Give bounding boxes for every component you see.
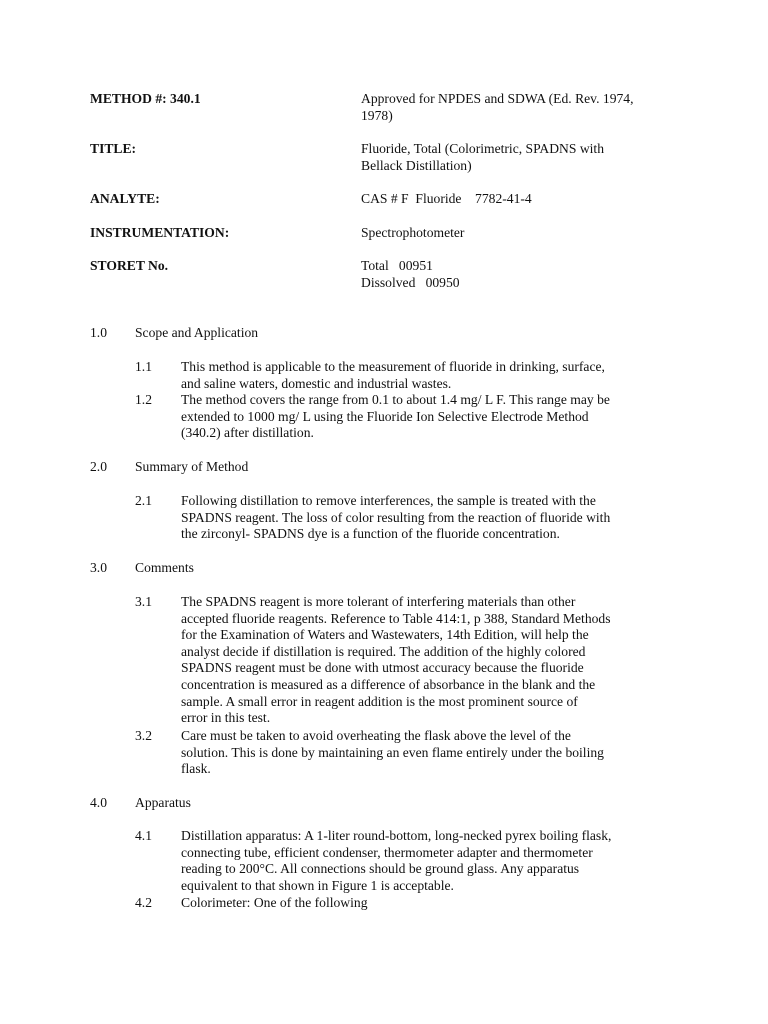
- item-line: and saline waters, domestic and industrial wastes.: [181, 375, 452, 391]
- item-line: error in this test.: [181, 710, 271, 726]
- section-number: 2.0: [90, 459, 107, 474]
- item-line: SPADNS reagent. The loss of color resulting from the reaction of fluoride with: [181, 509, 611, 525]
- analyte-label: ANALYTE:: [90, 191, 160, 206]
- item-text: [181, 828, 681, 894]
- storet-value-line: Dissolved 00950: [361, 274, 460, 290]
- section-number: 3.0: [90, 560, 107, 575]
- item-number: 1.2: [135, 392, 152, 407]
- instrumentation-value-line: Spectrophotometer: [361, 225, 465, 240]
- section-number: 4.0: [90, 795, 107, 810]
- item-number: 4.2: [135, 895, 152, 910]
- method-value-line: 1978): [361, 107, 393, 123]
- section-title: Apparatus: [135, 795, 191, 810]
- item-line: Distillation apparatus: A 1-liter round-bottom, long-necked pyrex boiling flask,: [181, 828, 612, 843]
- title-value: [361, 141, 681, 174]
- method-value: [361, 91, 681, 124]
- item-text: [181, 728, 681, 778]
- method-value-line: Approved for NPDES and SDWA (Ed. Rev. 1974,: [361, 91, 634, 106]
- item-line: the zirconyl- SPADNS dye is a function of the fluoride concentration.: [181, 526, 560, 542]
- section-title: Scope and Application: [135, 325, 259, 340]
- section-number: 1.0: [90, 325, 107, 340]
- item-line: reading to 200°C. All connections should be ground glass. Any apparatus: [181, 861, 580, 877]
- item-line: connecting tube, efficient condenser, thermometer adapter and thermometer: [181, 844, 593, 860]
- item-line: sample. A small error in reagent addition is the most prominent source of: [181, 693, 578, 709]
- storet-value: [361, 258, 681, 291]
- item-text: [181, 594, 681, 727]
- storet-value-line: Total 00951: [361, 258, 433, 273]
- item-line: equivalent to that shown in Figure 1 is acceptable.: [181, 877, 454, 893]
- item-line: flask.: [181, 761, 211, 777]
- analyte-value: [361, 191, 681, 208]
- item-line: concentration is measured as a difference of absorbance in the blank and the: [181, 676, 596, 692]
- item-line: SPADNS reagent must be done with utmost accuracy because the fluoride: [181, 660, 584, 676]
- item-line: Care must be taken to avoid overheating the flask above the level of the: [181, 728, 571, 743]
- title-value-line: Fluoride, Total (Colorimetric, SPADNS with: [361, 141, 604, 156]
- item-line: This method is applicable to the measurement of fluoride in drinking, surface,: [181, 359, 605, 374]
- item-text: [181, 493, 681, 543]
- item-line: (340.2) after distillation.: [181, 425, 314, 441]
- item-number: 4.1: [135, 828, 152, 843]
- title-label: TITLE:: [90, 141, 137, 156]
- analyte-value-line: CAS # F Fluoride 7782-41-4: [361, 191, 532, 206]
- item-number: 3.1: [135, 594, 152, 609]
- item-line: The method covers the range from 0.1 to about 1.4 mg/ L F. This range may be: [181, 392, 610, 407]
- item-line: analyst decide if distillation is required. The addition of the highly colored: [181, 643, 586, 659]
- item-text: [181, 392, 681, 442]
- item-line: Colorimeter: One of the following: [181, 895, 368, 910]
- item-line: for the Examination of Waters and Wastewaters, 14th Edition, will help the: [181, 627, 589, 643]
- item-line: solution. This is done by maintaining an even flame entirely under the boiling: [181, 744, 604, 760]
- item-line: accepted fluoride reagents. Reference to Table 414:1, p 388, Standard Methods: [181, 610, 611, 626]
- item-line: Following distillation to remove interferences, the sample is treated with the: [181, 493, 596, 508]
- section-title: Comments: [135, 560, 194, 575]
- item-line: extended to 1000 mg/ L using the Fluoride Ion Selective Electrode Method: [181, 408, 589, 424]
- instrumentation-label: INSTRUMENTATION:: [90, 225, 230, 240]
- method-label: METHOD #: 340.1: [90, 91, 201, 106]
- storet-label: STORET No.: [90, 258, 169, 273]
- item-text: [181, 359, 681, 392]
- title-value-line: Bellack Distillation): [361, 157, 472, 173]
- item-text: [181, 895, 681, 912]
- item-line: The SPADNS reagent is more tolerant of interfering materials than other: [181, 594, 576, 609]
- section-title: Summary of Method: [135, 459, 249, 474]
- item-number: 2.1: [135, 493, 152, 508]
- item-number: 1.1: [135, 359, 152, 374]
- item-number: 3.2: [135, 728, 152, 743]
- instrumentation-value: [361, 225, 681, 242]
